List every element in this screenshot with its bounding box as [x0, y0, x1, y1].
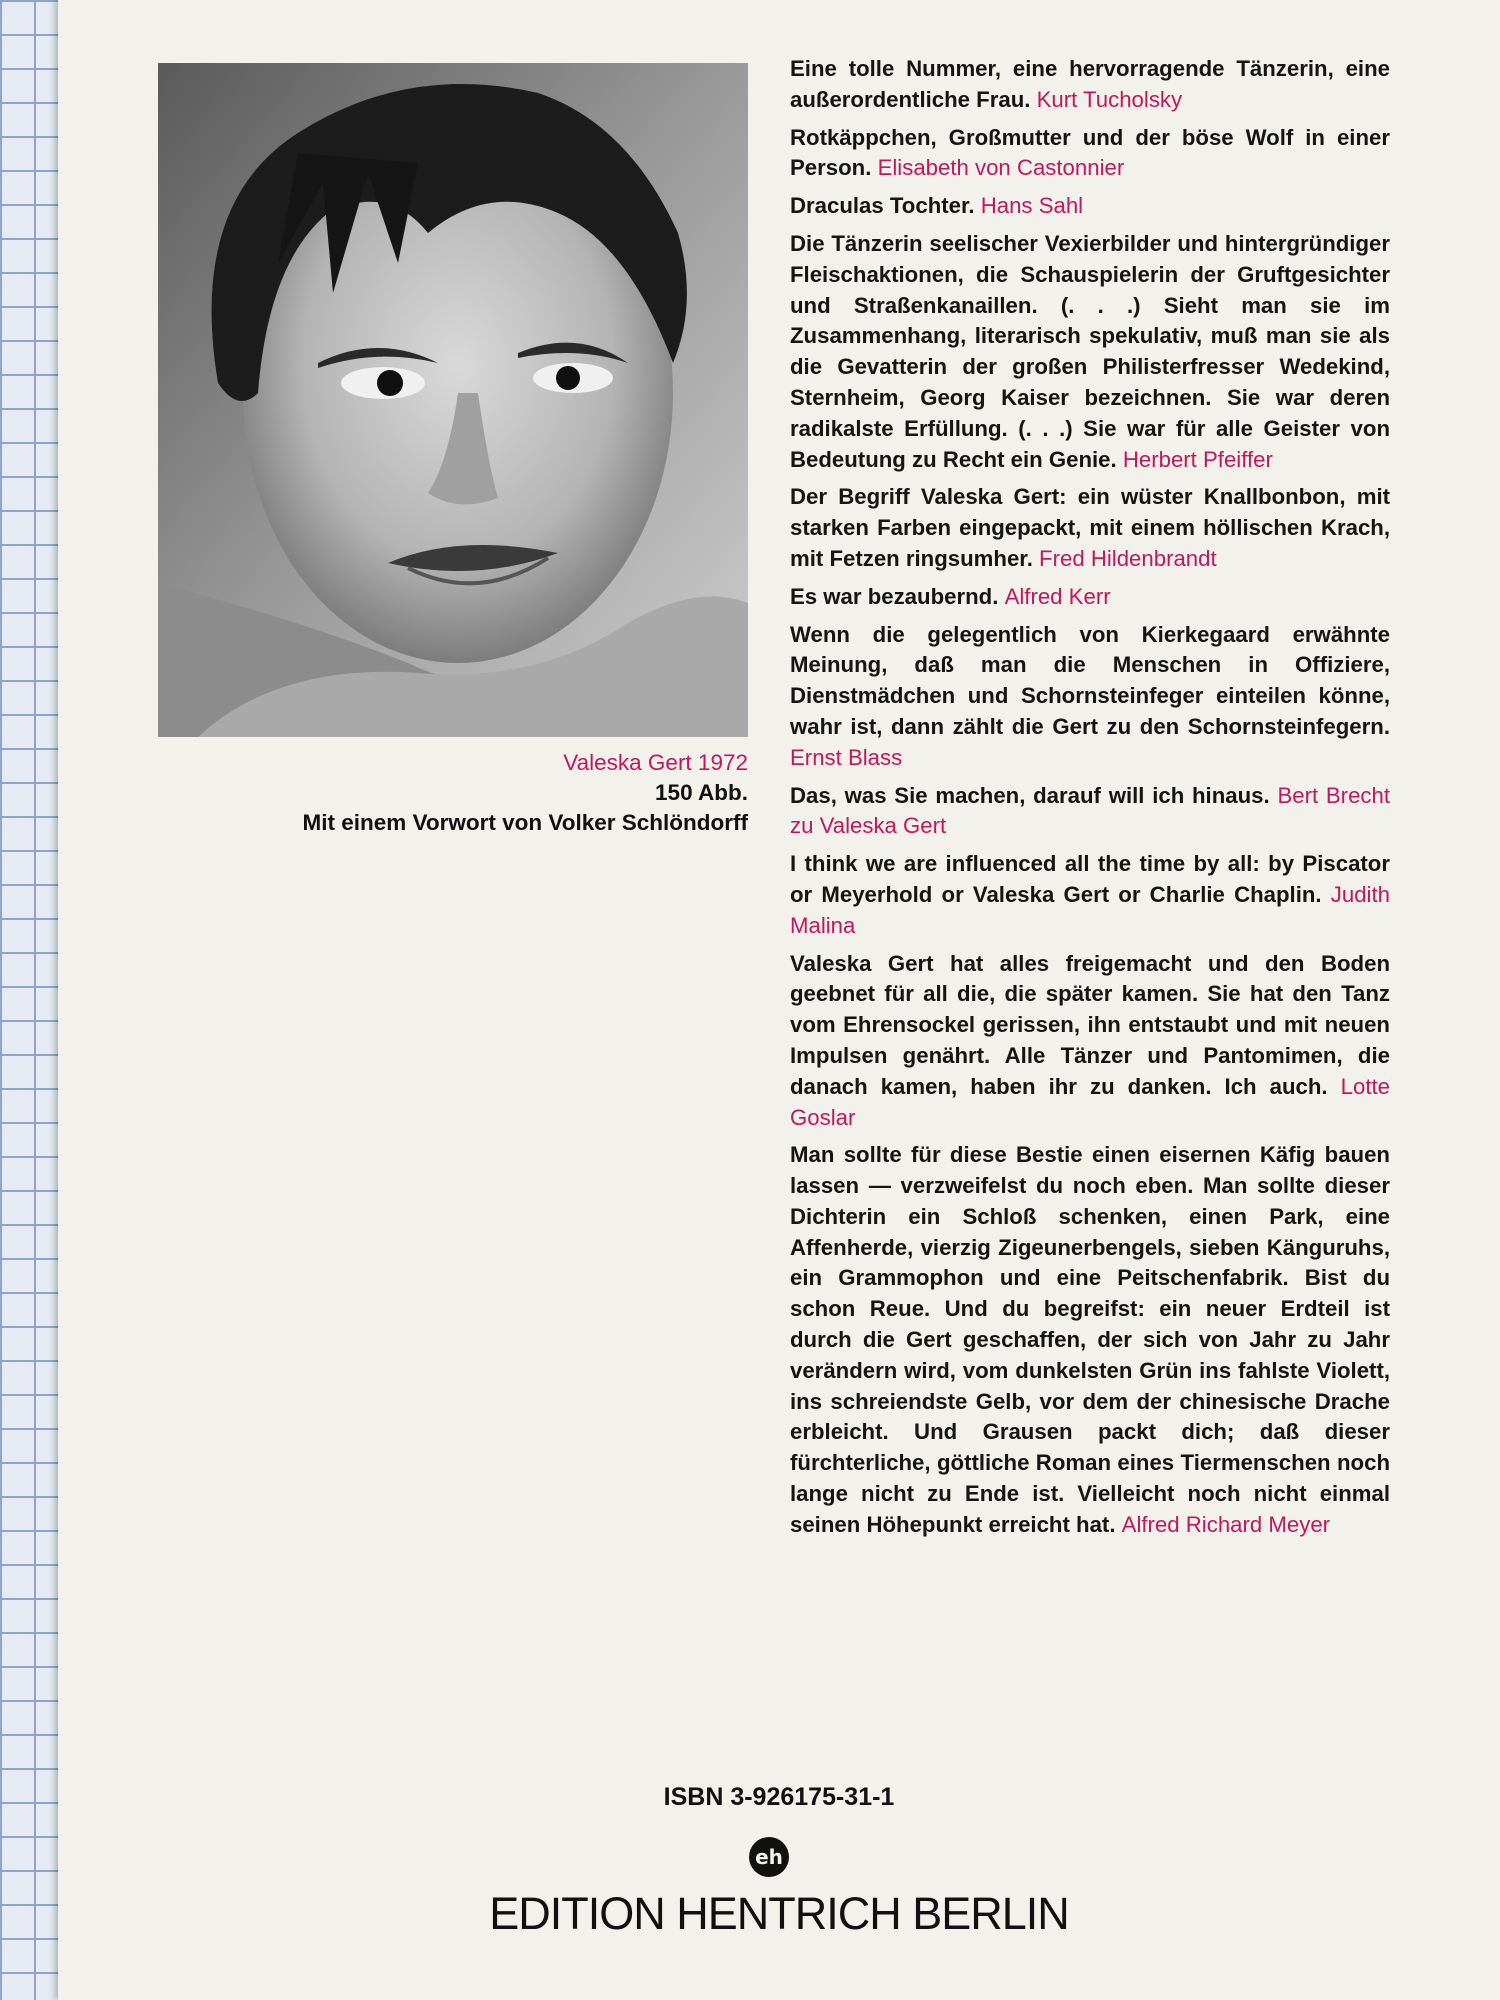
publisher-logo-icon [748, 1836, 790, 1878]
photo-caption [158, 748, 748, 838]
quote-text: Rotkäppchen, Großmutter und der böse Wolf in einer Person. [790, 124, 1390, 181]
quote-item [790, 620, 1390, 774]
publisher-name: EDITION HENTRICH BERLIN [489, 1888, 1069, 1939]
caption-name: Valeska Gert 1972 [563, 750, 748, 775]
quote-author: Elisabeth von Castonnier [877, 155, 1125, 181]
quote-item [790, 781, 1390, 843]
quote-text: Valeska Gert hat alles freigemacht und den Boden geebnet für all die, die später kamen. Sie hat den Tanz vom Ehrensockel gerissen, ihn entstaubt und mit neuen Impulsen genährt. Alle Tänzer und Pantomimen, die danach kamen, haben ihr zu danken. Ich auch. [790, 950, 1390, 1099]
quote-item [790, 229, 1390, 475]
logo-letters: eh [755, 1845, 783, 1869]
quote-text: Eine tolle Nummer, eine hervorragende Tänzerin, eine außerordentliche Frau. [790, 56, 1390, 112]
quote-author: Herbert Pfeiffer [1122, 446, 1273, 472]
isbn-number: ISBN 3-926175-31-1 [663, 1783, 895, 1811]
quote-author: Kurt Tucholsky [1036, 86, 1183, 112]
quote-author: Judith Malina [790, 881, 1390, 938]
quote-author: Hans Sahl [980, 193, 1084, 219]
quote-author: Alfred Kerr [1004, 583, 1111, 609]
quote-text: Das, was Sie machen, darauf will ich hinaus. [790, 782, 1270, 808]
quote-text: Die Tänzerin seelischer Vexierbilder und hintergründiger Fleischaktionen, die Schauspielerin der Gruftgesichter und Straßenkanaillen. (. . .) Sieht man sie im Zusammenhang, literarisch spekulativ, muß man sie als die Gevatterin der großen Philisterfresser Wedekind, Sternheim, Georg Kaiser bezeichnen. Sie war deren radikalste Erfüllung. (. . .) Sie war für alle Geister von Bedeutung zu Recht ein Genie. [790, 230, 1390, 472]
quote-author: Ernst Blass [790, 744, 903, 770]
caption-illustrations: 150 Abb. [655, 780, 748, 805]
quote-item [790, 582, 1390, 613]
quote-author: Fred Hildenbrandt [1039, 545, 1217, 571]
quote-item [790, 123, 1390, 185]
quote-text: I think we are influenced all the time by all: by Piscator or Meyerhold or Valeska Gert or Charlie Chaplin. [790, 851, 1390, 907]
quote-text: Wenn die gelegentlich von Kierkegaard erwähnte Meinung, daß man die Menschen in Offiziere, Dienstmädchen und Schornsteinfeger einteilen könne, wahr ist, dann zählt die Gert zu den Schornsteinfegern. [790, 621, 1390, 739]
quote-author: Bert Brecht zu Valeska Gert [790, 782, 1391, 839]
portrait-photo [158, 63, 748, 737]
caption-foreword: Mit einem Vorwort von Volker Schlöndorff [302, 810, 748, 835]
quote-item [790, 191, 1390, 222]
quote-list [790, 54, 1390, 1548]
quote-text: Man sollte für diese Bestie einen eisernen Käfig bauen lassen — verzweifelst du noch eben. Man sollte dieser Dichterin ein Schloß schenken, einen Park, eine Affenherde, vierzig Zigeunerbengels, sieben Känguruhs, ein Grammophon und eine Peitschenfabrik. Bist du schon Reue. Und du begreifst: ein neuer Erdteil ist durch die Gert geschaffen, der sich von Jahr zu Jahr verändern wird, vom dunkelsten Grün ins fahlste Violett, ins schreiendste Gelb, vor dem der chinesische Drache erbleicht. Und Grausen packt dich; daß dieser fürchterliche, göttliche Roman eines Tiermenschen noch lange nicht zu Ende ist. Vielleicht noch nicht einmal seinen Höhepunkt erreicht hat. [790, 1142, 1390, 1537]
quote-item [790, 849, 1390, 941]
quote-author: Alfred Richard Meyer [1121, 1511, 1331, 1537]
quote-text: Der Begriff Valeska Gert: ein wüster Knallbonbon, mit starken Farben eingepackt, mit einem höllischen Krach, mit Fetzen ringsumher. [790, 484, 1390, 571]
quote-author: Lotte Goslar [790, 1073, 1390, 1130]
quote-item [790, 949, 1390, 1134]
quote-item [790, 54, 1390, 116]
quote-text: Draculas Tochter. [790, 193, 975, 219]
quote-item [790, 1140, 1390, 1540]
book-back-cover [58, 0, 1500, 2000]
quote-text: Es war bezaubernd. [790, 583, 999, 609]
quote-item [790, 482, 1390, 574]
